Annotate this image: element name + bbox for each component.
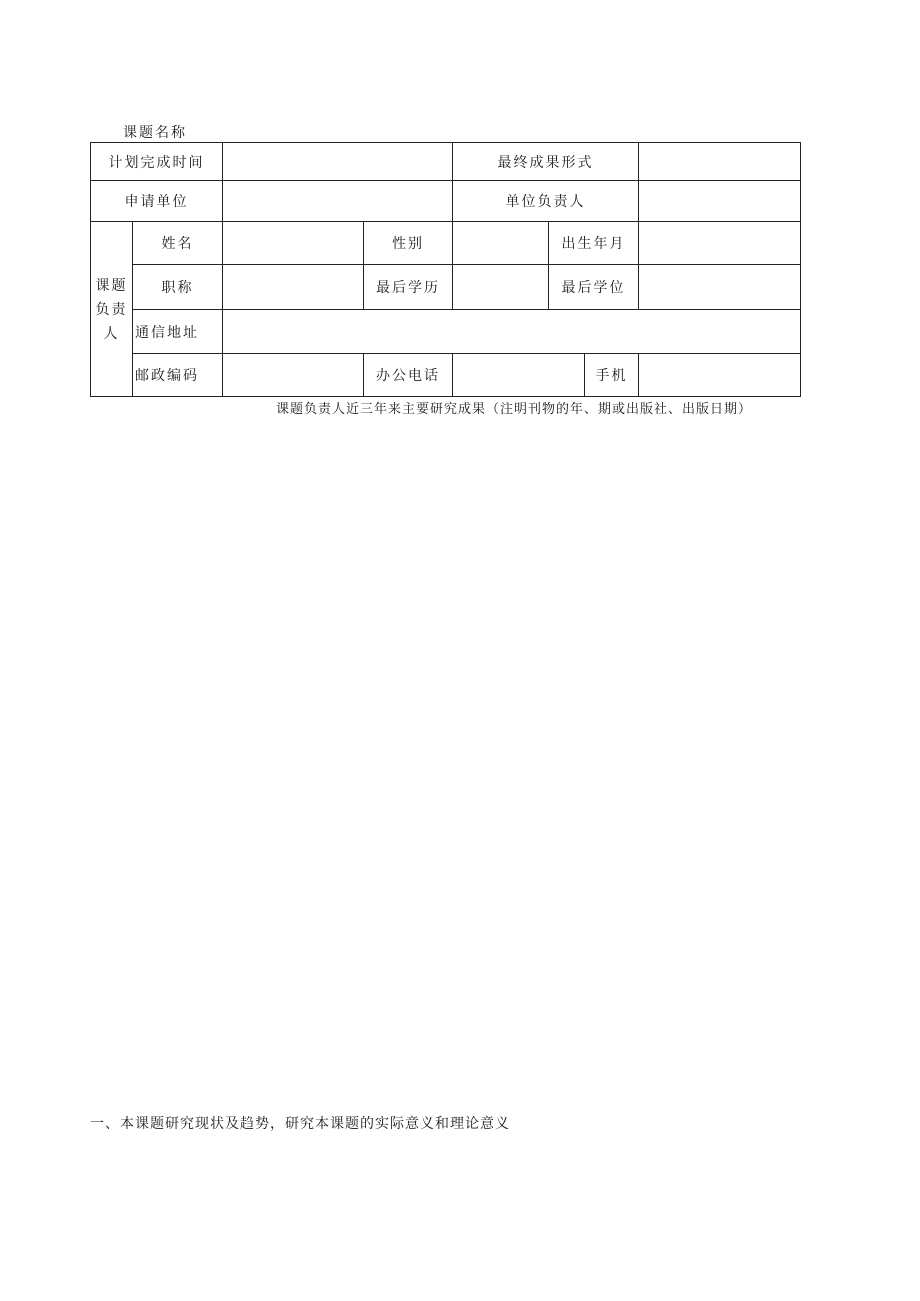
job-title-label: 职称 [161, 280, 194, 296]
project-leader-group-label [91, 221, 132, 398]
degree-label: 最后学位 [561, 280, 626, 296]
final-result-field[interactable] [639, 143, 800, 180]
gender-label: 性别 [392, 236, 424, 252]
gender-field[interactable] [453, 222, 548, 264]
education-field[interactable] [453, 265, 548, 309]
name-label: 姓名 [161, 236, 194, 252]
address-field[interactable] [223, 310, 800, 353]
final-result-label: 最终成果形式 [497, 154, 594, 171]
mobile-field[interactable] [639, 354, 800, 396]
degree-field[interactable] [639, 265, 800, 309]
research-results-note: 课题负责人近三年来主要研究成果（注明刊物的年、期或出版社、出版日期） [276, 402, 753, 417]
plan-completion-label: 计划完成时间 [108, 154, 205, 171]
office-phone-field[interactable] [453, 354, 584, 396]
name-field[interactable] [223, 222, 363, 264]
applicant-unit-label: 申请单位 [124, 194, 189, 210]
office-phone-label: 办公电话 [376, 368, 440, 384]
mobile-label: 手机 [595, 368, 628, 384]
job-title-field[interactable] [223, 265, 363, 309]
postcode-label: 邮政编码 [135, 368, 199, 384]
birth-label: 出生年月 [561, 236, 626, 252]
unit-leader-label: 单位负责人 [505, 194, 586, 210]
project-leader-group-text: 课题负责人 [95, 277, 128, 342]
birth-field[interactable] [639, 222, 800, 264]
plan-completion-field[interactable] [223, 143, 452, 180]
postcode-field[interactable] [223, 354, 363, 396]
unit-leader-field[interactable] [639, 181, 800, 221]
address-label: 通信地址 [135, 324, 199, 341]
section-one-heading: 一、本课题研究现状及趋势，研究本课题的实际意义和理论意义 [90, 1116, 510, 1132]
education-label: 最后学历 [376, 280, 440, 296]
project-name-label: 课题名称 [123, 125, 187, 141]
project-info-table [90, 142, 801, 397]
applicant-unit-field[interactable] [223, 181, 452, 221]
